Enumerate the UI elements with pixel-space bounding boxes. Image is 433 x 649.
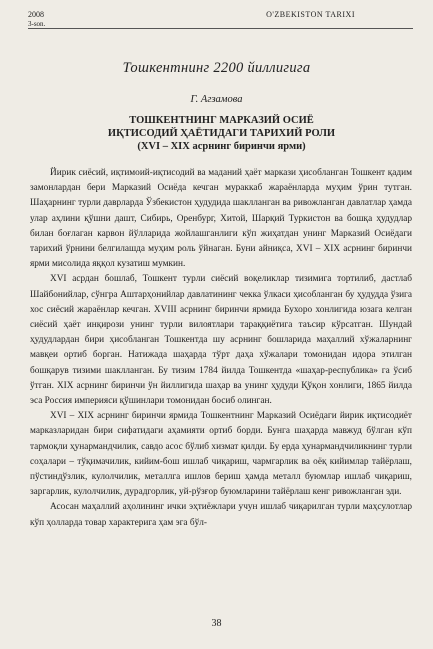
article-title-line-3: (XVI – XIX асрнинг биринчи ярми) <box>137 141 306 152</box>
article-title <box>30 114 413 153</box>
running-header <box>28 8 413 29</box>
paragraph-3: XVI – XIX асрнинг биринчи ярмида Тошкентнинг Марказий Осиёдаги йирик иқтисодиёт марказларидан бири сифатидаги аҳамияти ортиб борди. Бунга шаҳарда мавжуд бўлган кўп тармоқли ҳунармандчилик, савдо асос бўлиб хизмат қилди. Бу ерда ҳунармандчиликнинг турли соҳалари – тўқимачилик, кийим-бош ишлаб чиқариш, чармгарлик ва оёқ кийимлар тайёрлаш, пўстиндўзлик, кулолчилик, металлга ишлов бериш ҳамда металл буюмлар ишлаб чиқариш, заргарлик, кулолчилик, дурадгорлик, уй-рўзғор буюмларини тайёрлаш кенг ривожланган эди. <box>30 411 412 498</box>
header-issue: 3-son. <box>28 20 46 28</box>
paragraph-4: Асосан маҳаллий аҳолининг ички эҳтиёжлари учун ишлаб чиқарилган турли маҳсулотлар кўп ҳолларда товар характерига ҳам эга бўл- <box>30 502 412 528</box>
article-title-line-1: ТОШКЕНТНИНГ МАРКАЗИЙ ОСИЁ <box>129 115 314 126</box>
section-title: Тошкентнинг 2200 йиллигига <box>122 60 311 76</box>
page-number: 38 <box>211 618 222 629</box>
author-name: Г. Агзамова <box>190 94 243 105</box>
paragraph-2: XVI асрдан бошлаб, Тошкент турли сиёсий воқеликлар тизимига тортилиб, дастлаб Шайбонийлар, сўнгра Аштарҳонийлар давлатининг чекка ўлкаси ҳисобланган бу ҳудудда ўзига хос сиёсий жараёнлар кечган. XVIII асрнинг биринчи ярмида Бухоро хонлигида юзага келган сиёсий ҳаёт инқирози унинг турли вилоятлари тараққиётига таъсир кўрсатган. Шундай ҳудудлардан бири ҳисобланган Тошкентда шу асрнинг бошларида маҳаллий хўжаларнинг мавқеи ортиб борган. Натижада шаҳарда тўрт даҳа хўжалари томонидан идора этилган бошқарув тизими шаклланган. Бу тизим 1784 йилда Тошкентда «шаҳар-республика» га ўсиб ўтган. XIX асрнинг биринчи ўн йиллигида шаҳар ва унинг ҳудуди Қўқон хонлиги, 1865 йилда эса Россия империяси қўшинлари томонидан босиб олинган. <box>30 274 412 407</box>
article-body <box>30 166 412 531</box>
paragraph-1: Йирик сиёсий, иқтимоий-иқтисодий ва маданий ҳаёт маркази ҳисобланган Тошкент қадим замонлардан бери Марказий Осиёда кечган мураккаб жараёнларда муҳим ўрин тутган. Шаҳарнинг турли даврларда Ўзбекистон ҳудудида шаклланган ва ривожланган давлатлар ҳамда улар аҳлини қўшни дашт, Сибирь, Оренбург, Хитой, Шарқий Туркистон ва бошқа ҳудудлар билан боғлаган карвон йўлларида жойлашганлиги кўп жиҳатдан унинг Марказий Осиёдаги тарихий ўрнини белгилашда муҳим роль ўйнаган. Буни айниқса, XVI – XIX асрнинг биринчи ярми мисолида яққол кузатиш мумкин. <box>30 168 412 270</box>
header-year: 2008 <box>28 10 44 19</box>
header-journal-name: O'ZBEKISTON TARIXI <box>266 10 355 19</box>
article-title-line-2: ИҚТИСОДИЙ ҲАЁТИДАГИ ТАРИХИЙ РОЛИ <box>107 128 336 139</box>
